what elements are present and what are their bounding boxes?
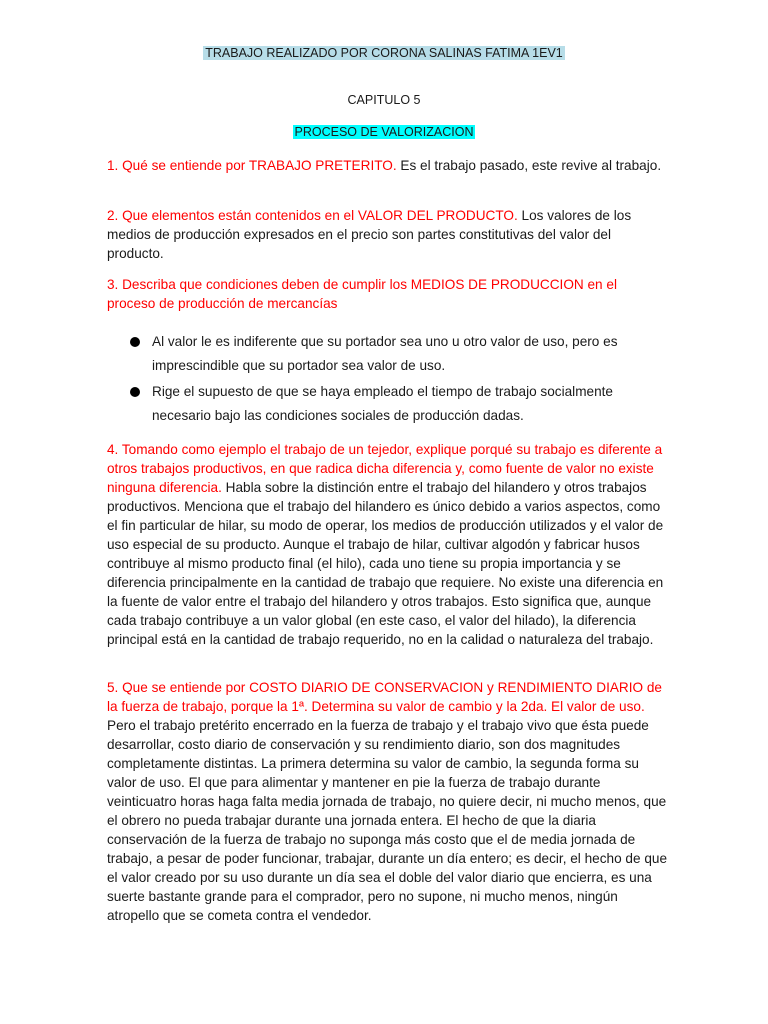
bullet-dot-icon bbox=[130, 337, 140, 347]
question-1 bbox=[107, 156, 667, 175]
question-5 bbox=[107, 678, 667, 925]
question-2-answer: Los valores de los medios de producción expresados en el precio son partes constitutivas del valor del producto. bbox=[107, 208, 632, 261]
bullet-text: Rige el supuesto de que se haya empleado el tiempo de trabajo socialmente necesario bajo las condiciones sociales de producción dadas. bbox=[152, 384, 613, 423]
question-3-prompt: 3. Describa que condiciones deben de cumplir los MEDIOS DE PRODUCCION en el proceso de producción de mercancías bbox=[107, 277, 617, 311]
question-3 bbox=[107, 275, 667, 313]
question-2-prompt: 2. Que elementos están contenidos en el VALOR DEL PRODUCTO. bbox=[107, 208, 518, 223]
question-2 bbox=[107, 206, 667, 263]
topic-title-text: PROCESO DE VALORIZACION bbox=[294, 125, 474, 139]
bullet-dot-icon bbox=[130, 387, 140, 397]
question-4 bbox=[107, 440, 667, 649]
question-1-answer: Es el trabajo pasado, este revive al trabajo. bbox=[396, 158, 662, 173]
topic-title bbox=[0, 125, 768, 139]
author-line-text: TRABAJO REALIZADO POR CORONA SALINAS FATIMA 1EV1 bbox=[205, 46, 563, 60]
question-1-prompt: 1. Qué se entiende por TRABAJO PRETERITO. bbox=[107, 158, 397, 173]
question-4-prompt: 4. Tomando como ejemplo el trabajo de un tejedor, explique porqué su trabajo es diferente a otros trabajos productivos, en que radica dicha diferencia y, como fuente de valor no existe ninguna diferencia. bbox=[107, 442, 663, 495]
chapter-title bbox=[0, 93, 768, 107]
bullet-item bbox=[130, 380, 670, 428]
chapter-title-text: CAPITULO 5 bbox=[347, 93, 421, 107]
question-5-prompt: 5. Que se entiende por COSTO DIARIO DE CONSERVACION y RENDIMIENTO DIARIO de la fuerza de trabajo, porque la 1ª. Determina su valor de cambio y la 2da. El valor de uso. bbox=[107, 680, 662, 714]
question-5-answer: Pero el trabajo pretérito encerrado en la fuerza de trabajo y el trabajo vivo que ésta puede desarrollar, costo diario de conservación y su rendimiento diario, son dos magnitudes completamente distintas. La primera determina su valor de cambio, la segunda forma su valor de uso. El que para alimentar y mantener en pie la fuerza de trabajo durante veinticuatro horas haga falta media jornada de trabajo, no quiere decir, ni mucho menos, que el obrero no pueda trabajar durante una jornada entera. El hecho de que la diaria conservación de la fuerza de trabajo no suponga más costo que el de media jornada de trabajo, a pesar de poder funcionar, trabajar, durante un día entero; es decir, el hecho de que el valor creado por su uso durante un día sea el doble del valor diario que encierra, es una suerte bastante grande para el comprador, pero no supone, ni mucho menos, ningún atropello que se cometa contra el vendedor. bbox=[107, 718, 667, 923]
bullet-text: Al valor le es indiferente que su portador sea uno u otro valor de uso, pero es imprescindible que su portador sea valor de uso. bbox=[152, 334, 618, 373]
bullet-item bbox=[130, 330, 670, 378]
question-3-bullet-list bbox=[130, 330, 670, 428]
author-line bbox=[0, 46, 768, 60]
question-4-answer: Habla sobre la distinción entre el trabajo del hilandero y otros trabajos productivos. Menciona que el trabajo del hilandero es único debido a varios aspectos, como el fin particular de hilar, su modo de operar, los medios de producción utilizados y el valor de uso especial de su producto. Aunque el trabajo de hilar, cultivar algodón y fabricar husos contribuye al mismo producto final (el hilo), cada uno tiene su propia importancia y se diferencia principalmente en la cantidad de trabajo que requiere. No existe una diferencia en la fuente de valor entre el trabajo del hilandero y otros trabajos. Esto significa que, aunque cada trabajo contribuye a un valor global (en este caso, el valor del hilado), la diferencia principal está en la cantidad de trabajo requerido, no en la calidad o naturaleza del trabajo. bbox=[107, 480, 664, 647]
